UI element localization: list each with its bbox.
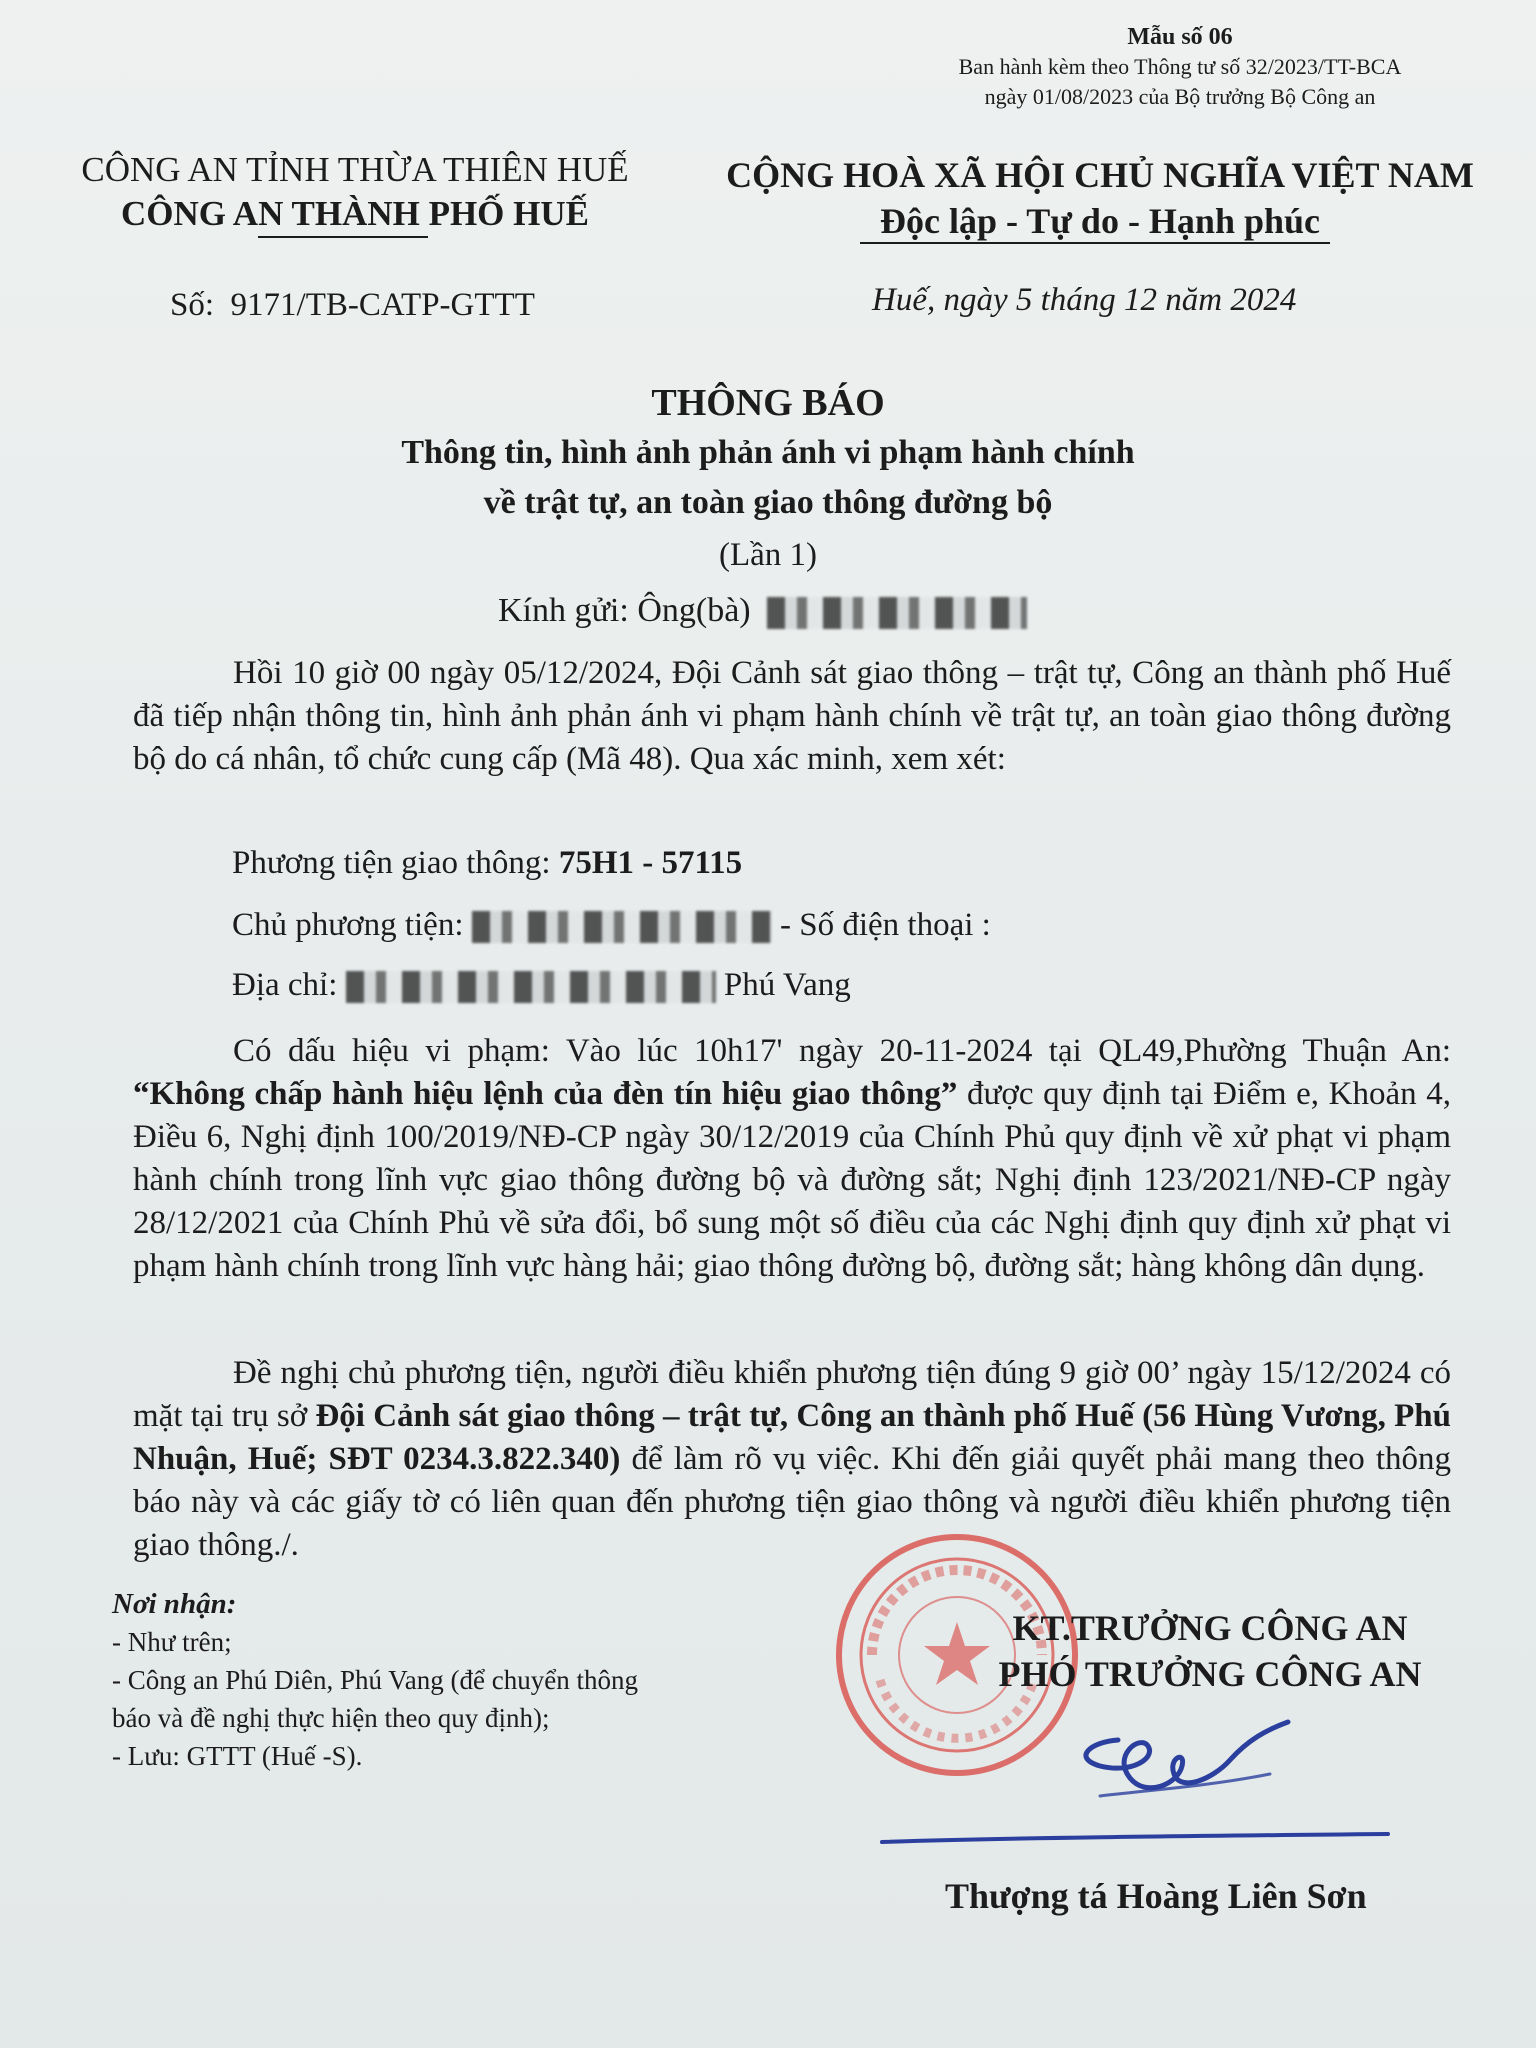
signature-title-1: KT.TRƯỞNG CÔNG AN — [1012, 1608, 1408, 1648]
owner-line — [232, 907, 991, 944]
recipients-item: - Lưu: GTTT (Huế -S). — [112, 1741, 363, 1771]
violation-quote: “Không chấp hành hiệu lệnh của đèn tín hiệu giao thông” — [133, 1076, 958, 1112]
recipients-list — [112, 1585, 638, 1775]
signature-title-2: PHÓ TRƯỞNG CÔNG AN — [998, 1654, 1422, 1694]
document-number-label: Số: — [170, 287, 215, 323]
form-title: Mẫu số 06 — [1127, 24, 1233, 50]
document-title: THÔNG BÁO — [651, 382, 885, 424]
recipients-item: báo và đề nghị thực hiện theo quy định); — [112, 1703, 550, 1733]
redacted-owner — [472, 911, 772, 943]
nation-block — [700, 152, 1500, 244]
nation-motto: Độc lập - Tự do - Hạnh phúc — [879, 201, 1321, 241]
address-line — [232, 967, 851, 1004]
document-number — [170, 287, 535, 324]
redacted-name — [767, 597, 1027, 629]
recipients-item: - Công an Phú Diên, Phú Vang (để chuyển thông — [112, 1665, 638, 1695]
vehicle-plate: 75H1 - 57115 — [558, 845, 743, 881]
recipient-label: Kính gửi: Ông(bà) — [498, 592, 751, 629]
agency-underline — [258, 236, 428, 238]
signer-name: Thượng tá Hoàng Liên Sơn — [945, 1876, 1367, 1916]
violation-intro: Có dấu hiệu vi phạm: Vào lúc 10h17' ngày 20-11-2024 tại QL49,Phường Thuận An: — [233, 1033, 1451, 1069]
redacted-address — [346, 971, 716, 1003]
place-date: Huế, ngày 5 tháng 12 năm 2024 — [872, 282, 1297, 318]
request-rest: để làm rõ vụ việc. Khi đến giải quyết phải mang theo thông báo này và các giấy tờ có liên quan đến phương tiện giao thông và người điều khiển phương tiện giao thông./. — [133, 1441, 1451, 1563]
address-visible: Phú Vang — [723, 967, 851, 1003]
paragraph-violation — [133, 1030, 1451, 1288]
request-office: Đội Cảnh sát giao thông – trật tự, Công an thành phố Huế (56 Hùng Vương, Phú Nhuận, Huế; SĐT 0234.3.822.340) — [133, 1398, 1452, 1477]
phone-label: - Số điện thoại : — [780, 907, 991, 943]
recipient-line — [498, 592, 1027, 630]
document-title-block — [0, 378, 1536, 580]
vehicle-line — [232, 845, 742, 882]
document-number-value: 9171/TB-CATP-GTTT — [230, 287, 535, 323]
form-line-1: Ban hành kèm theo Thông tư số 32/2023/TT-BCA — [958, 54, 1402, 79]
vehicle-label: Phương tiện giao thông: — [232, 845, 551, 881]
recipients-title: Nơi nhận: — [112, 1588, 237, 1620]
signature-block — [930, 1605, 1490, 1697]
paragraph-received: Hồi 10 giờ 00 ngày 05/12/2024, Đội Cảnh sát giao thông – trật tự, Công an thành phố Huế đã tiếp nhận thông tin, hình ảnh phản ánh vi phạm hành chính về trật tự, an toàn giao thông đường bộ do cá nhân, tổ chức cung cấp (Mã 48). Qua xác minh, xem xét: — [133, 655, 1451, 777]
paragraph-request — [133, 1352, 1451, 1567]
document-subtitle-3: (Lần 1) — [718, 537, 818, 573]
form-header — [900, 22, 1460, 112]
request-intro: Đề nghị chủ phương tiện, người điều khiển phương tiện đúng 9 giờ 00’ ngày 15/12/2024 có mặt tại trụ sở — [133, 1355, 1451, 1434]
handwritten-signature-icon — [1060, 1700, 1320, 1820]
document-subtitle-1: Thông tin, hình ảnh phản ánh vi phạm hành chính — [401, 434, 1135, 471]
agency-name: CÔNG AN THÀNH PHỐ HUẾ — [120, 194, 589, 233]
recipients-item: - Như trên; — [112, 1627, 232, 1657]
document-subtitle-2: về trật tự, an toàn giao thông đường bộ — [483, 484, 1053, 521]
motto-underline — [860, 242, 1330, 244]
agency-block — [60, 148, 650, 236]
nation-name: CỘNG HOÀ XÃ HỘI CHỦ NGHĨA VIỆT NAM — [726, 155, 1474, 195]
signature-rule-icon — [880, 1832, 1390, 1846]
agency-parent: CÔNG AN TỈNH THỪA THIÊN HUẾ — [81, 150, 629, 189]
form-line-2: ngày 01/08/2023 của Bộ trưởng Bộ Công an — [984, 84, 1376, 109]
owner-label: Chủ phương tiện: — [232, 907, 464, 943]
address-label: Địa chỉ: — [232, 967, 338, 1003]
violation-rest: được quy định tại Điểm e, Khoản 4, Điều 6, Nghị định 100/2019/NĐ-CP ngày 30/12/2019 của Chính Phủ quy định về xử phạt vi phạm hành chính trong lĩnh vực giao thông đường bộ và đường sắt; Nghị định 123/2021/NĐ-CP ngày 28/12/2021 của Chính Phủ về sửa đổi, bổ sung một số điều của các Nghị định quy định xử phạt vi phạm hành chính trong lĩnh vực hàng hải; giao thông đường bộ, đường sắt; hàng không dân dụng. — [133, 1076, 1451, 1284]
